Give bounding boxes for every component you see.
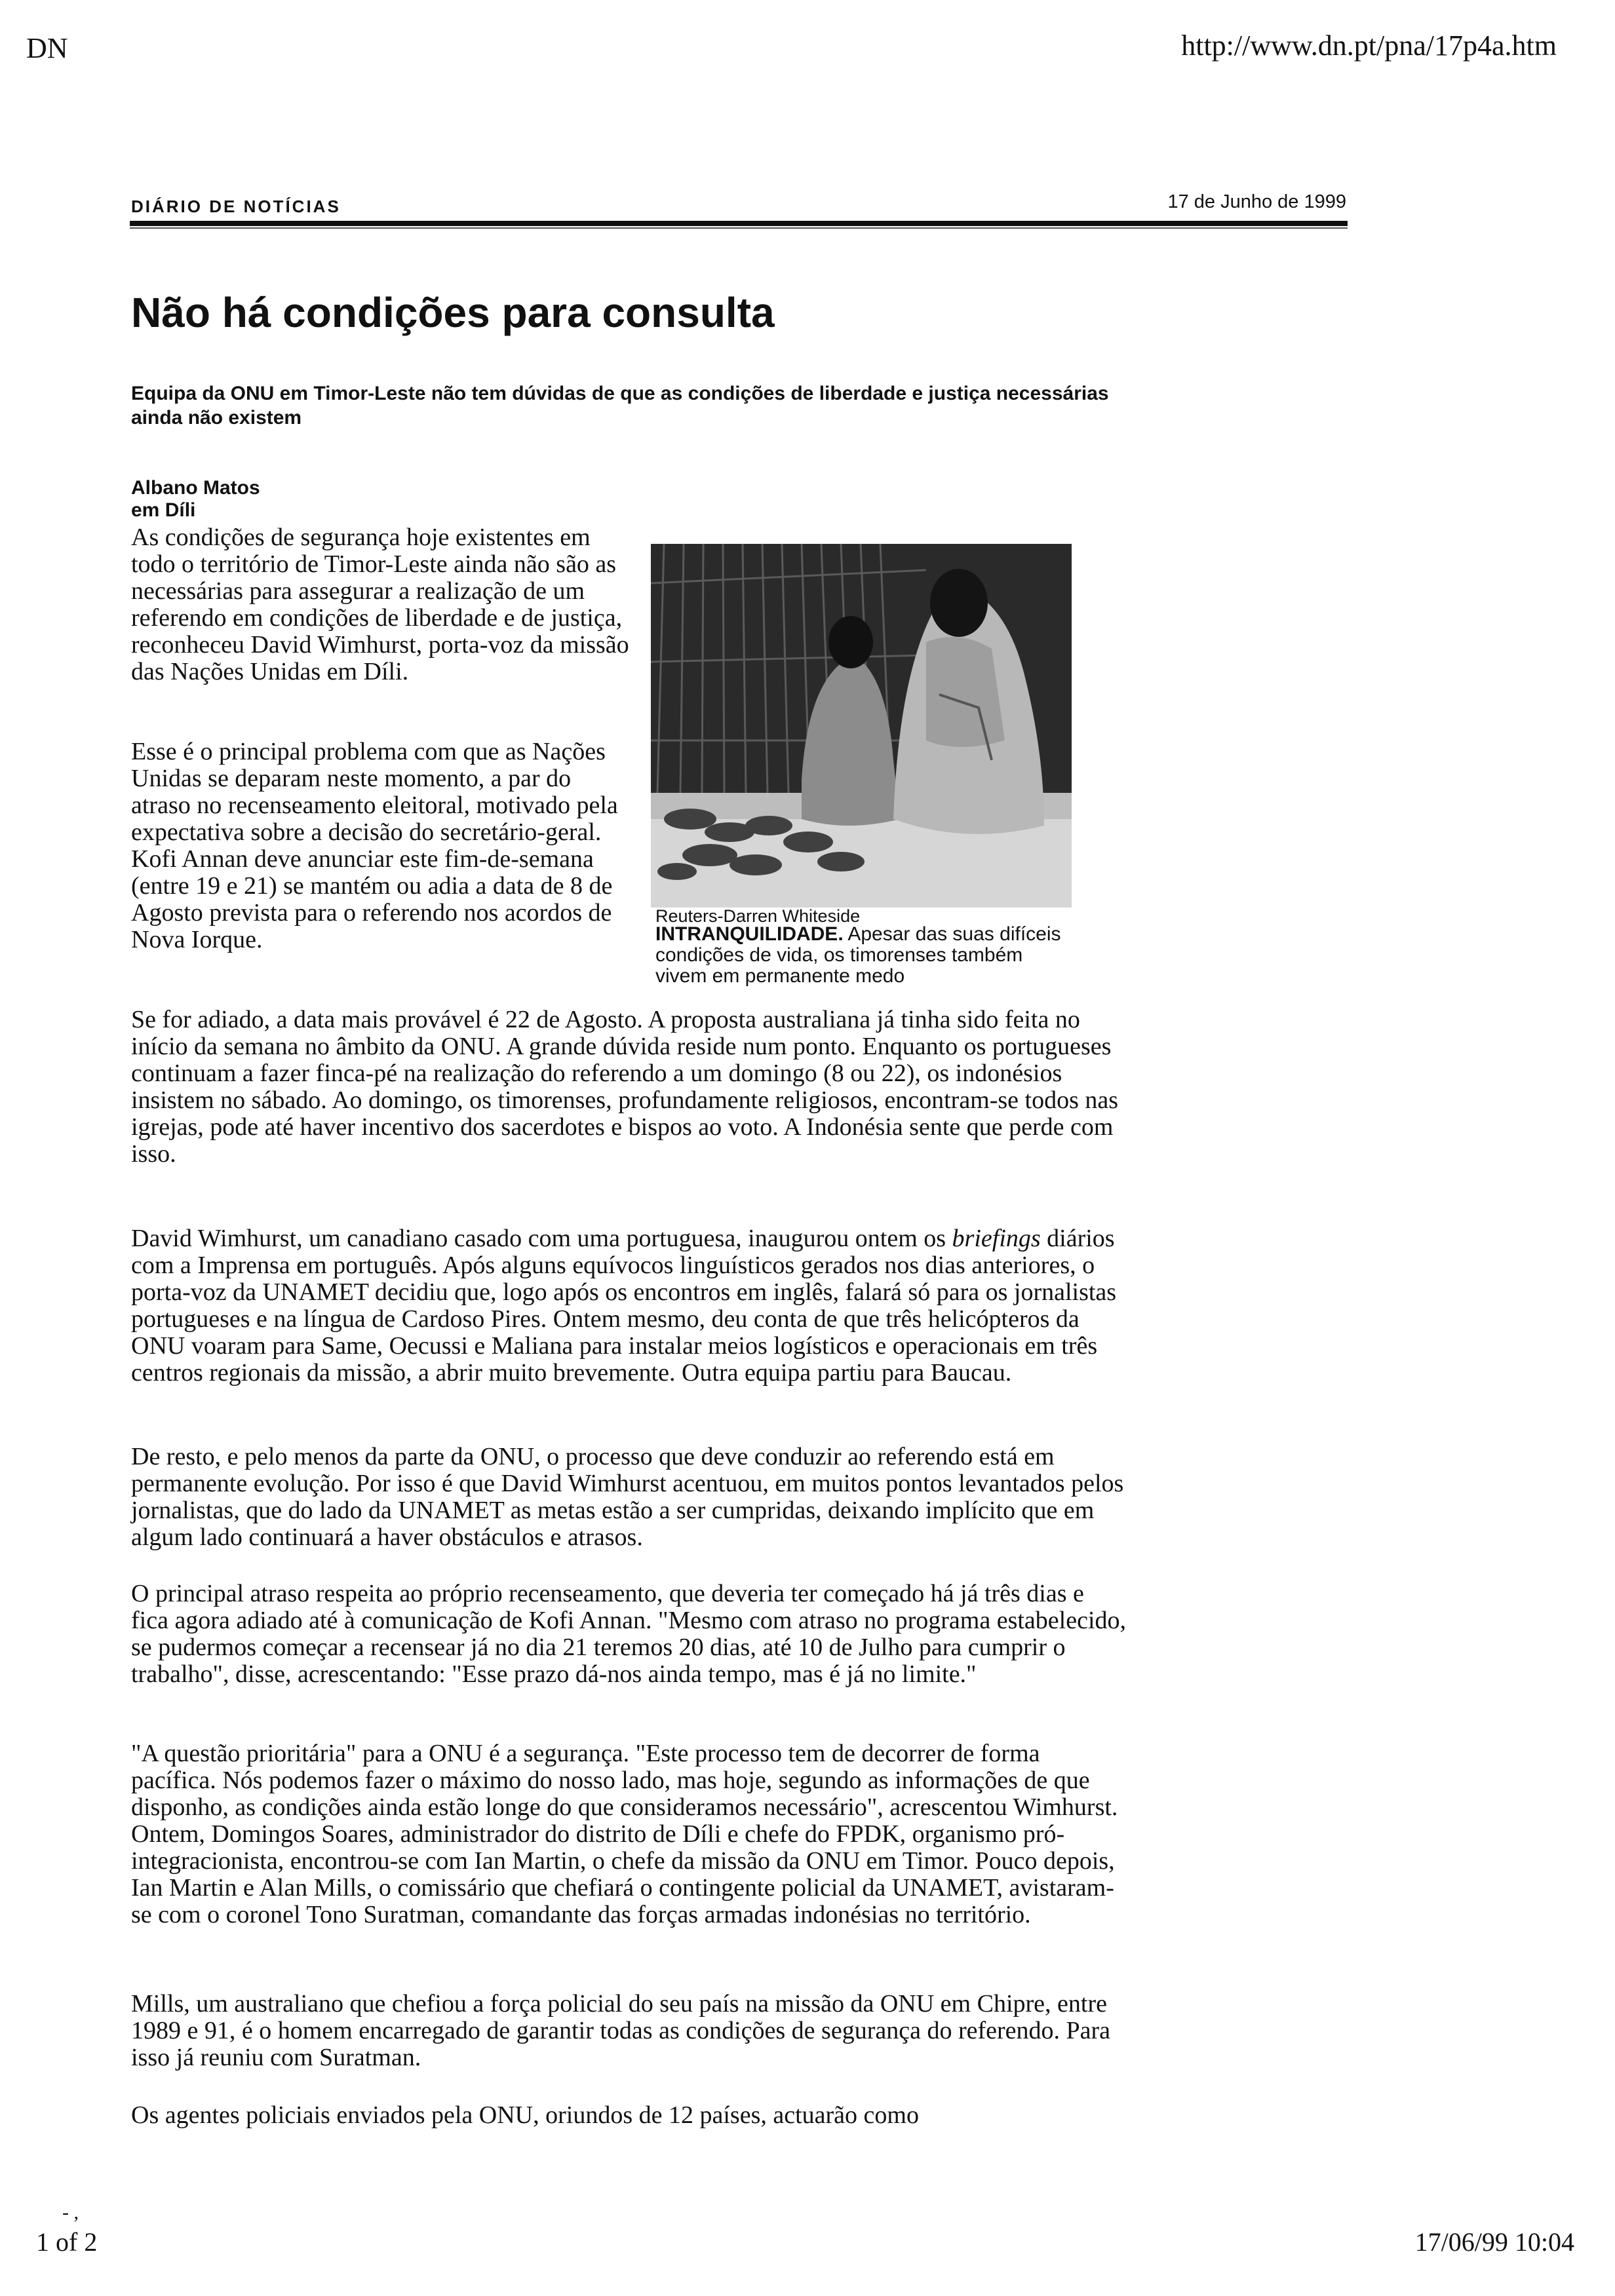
masthead-rule-thin [130,227,1348,229]
briefings-term: briefings [952,1225,1041,1252]
paragraph-8: Mills, um australiano que chefiou a força policial do seu país na missão da ONU em Chipre, entre 1989 e 91, é o homem encarregado de garantir todas as condições de segurança do referendo. Para isso já reuniu com Suratman. [131,1990,1111,2071]
paragraph-2: Esse é o principal problema com que as Nações Unidas se deparam neste momento, a par do atraso no recenseamento eleitoral, motivado pela expectativa sobre a decisão do secretário-geral. Kofi Annan deve anunciar este fim-de-semana (entre 19 e 21) se mantém ou adia a data de 8 de Agosto prevista para o referendo nos acordos de Nova Iorque. [131,738,618,953]
author-name: Albano Matos [131,477,260,499]
paragraph-7: "A questão prioritária" para a ONU é a segurança. "Este processo tem de decorrer de forma pacífica. Nós podemos fazer o máximo do nosso lado, mas hoje, segundo as informações de que disponho, as condições ainda estão longe do que consideramos necessário", acrescentou Wimhurst. Ontem, Domingos Soares, administrador do distrito de Díli e chefe do FPDK, organismo pró-integracionista, encontrou-se com Ian Martin, o chefe da missão da ONU em Timor. Pouco depois, Ian Martin e Alan Mills, o comissário que chefiará o contingente policial da UNAMET, avistaram-se com o coronel Tono Suratman, comandante das forças armadas indonésias no território. [131,1740,1118,1928]
masthead: DIÁRIO DE NOTÍCIAS [131,197,341,216]
photo-caption-lead: INTRANQUILIDADE. [655,923,844,945]
paragraph-9: Os agentes policiais enviados pela ONU, oriundos de 12 países, actuarão como [131,2101,919,2129]
news-photo [651,544,1072,908]
publication-date: 17 de Junho de 1999 [1167,191,1346,212]
paragraph-1: As condições de segurança hoje existentes em todo o território de Timor-Leste ainda não são as necessárias para assegurar a realização de um referendo em condições de liberdade e de justiça, reconheceu David Wimhurst, porta-voz da missão das Nações Unidas em Díli. [131,524,629,685]
paragraph-5: De resto, e pelo menos da parte da ONU, o processo que deve conduzir ao referendo está em permanente evolução. Por isso é que David Wimhurst acentuou, em muitos pontos levantados pelos jornalistas, que do lado da UNAMET as metas estão a ser cumpridas, deixando implícito que em algum lado continuará a haver obstáculos e atrasos. [131,1443,1124,1551]
print-footer-timestamp: 17/06/99 10:04 [1414,2227,1574,2257]
paragraph-4-rest: diários com a Imprensa em português. Após alguns equívocos linguísticos gerados nos dias anteriores, o porta-voz da UNAMET decidiu que, logo após os encontros em inglês, falará só para os jornalistas portugueses e na língua de Cardoso Pires. Ontem mesmo, deu conta de que três helicópteros da ONU voaram para Same, Oecussi e Maliana para instalar meios logísticos e operacionais em três centros regionais da missão, a abrir muito brevemente. Outra equipa partiu para Baucau. [131,1225,1117,1387]
paragraph-4 [131,1225,1127,1387]
article-title: Não há condições para consulta [131,289,775,336]
byline [131,477,260,522]
author-location: em Díli [131,499,196,521]
print-header-url: http://www.dn.pt/pna/17p4a.htm [1181,29,1557,62]
masthead-rule [130,221,1348,226]
paragraph-3: Se for adiado, a data mais provável é 22 de Agosto. A proposta australiana já tinha sido feita no início da semana no âmbito da ONU. A grande dúvida reside num ponto. Enquanto os portugueses continuam a fazer finca-pé na realização do referendo a um domingo (8 ou 22), os indonésios insistem no sábado. Ao domingo, os timorenses, profundamente religiosos, encontram-se todos nas igrejas, pode até haver incentivo dos sacerdotes e bispos ao voto. A Indonésia sente que perde com isso. [131,1006,1119,1168]
photo-caption-text: Apesar das suas difíceis condições de vida, os timorenses também vivem em permanente medo [655,923,1061,987]
article-subtitle: Equipa da ONU em Timor-Leste não tem dúvidas de que as condições de liberdade e justiça necessárias ainda não existem [131,383,1109,429]
news-photo-two-seated-women-icon [651,544,1072,908]
paragraph-4-start: David Wimhurst, um canadiano casado com uma portuguesa, inaugurou ontem os [131,1225,946,1252]
print-footer-page: 1 of 2 [36,2227,98,2257]
photo-credit: Reuters-Darren Whiteside [655,906,861,926]
print-header-label: DN [26,32,68,64]
stray-mark: - , [62,2202,79,2223]
photo-caption [655,924,1075,987]
paragraph-6: O principal atraso respeita ao próprio recenseamento, que deveria ter começado há já três dias e fica agora adiado até à comunicação de Kofi Annan. "Mesmo com atraso no programa estabelecido, se pudermos começar a recensear já no dia 21 teremos 20 dias, até 10 de Julho para cumprir o trabalho", disse, acrescentando: "Esse prazo dá-nos ainda tempo, mas é já no limite." [131,1580,1127,1688]
